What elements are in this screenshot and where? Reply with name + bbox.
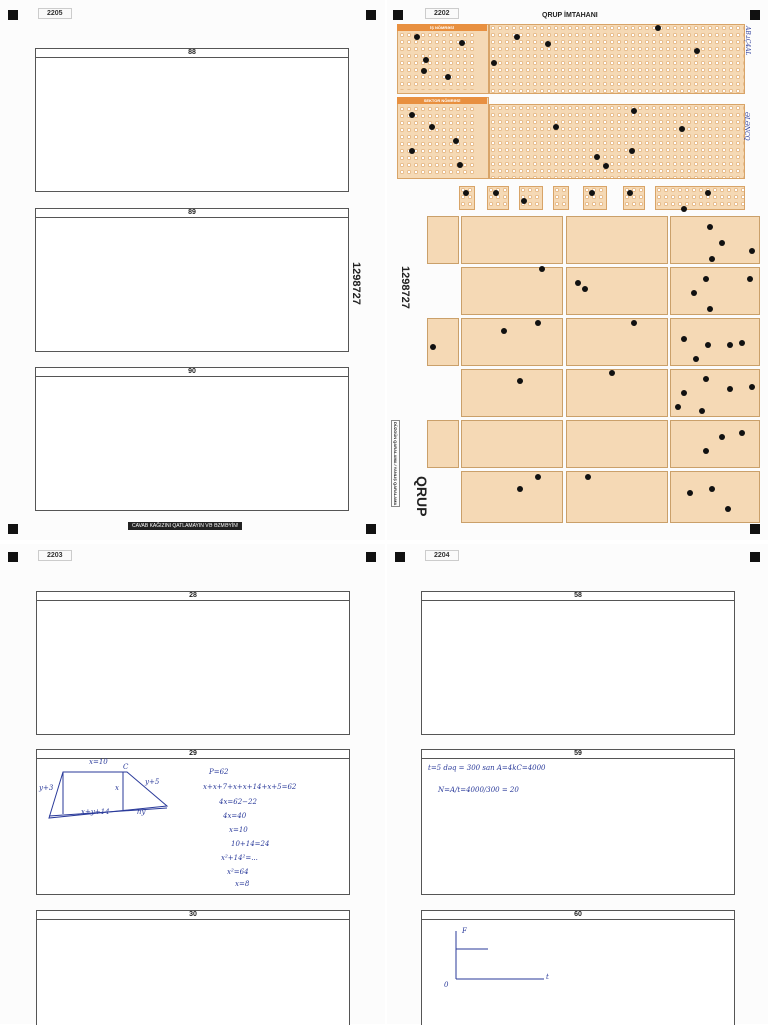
hw-line: P=62 — [209, 768, 229, 776]
answer-block-left-1[interactable] — [427, 216, 459, 264]
filled-bubble — [409, 112, 415, 118]
corner-marker — [8, 10, 18, 20]
filled-bubble — [709, 256, 715, 262]
filled-bubble — [421, 68, 427, 74]
filled-bubble — [707, 224, 713, 230]
answer-box-58[interactable] — [421, 591, 735, 735]
answer-block-numbered[interactable] — [670, 216, 760, 264]
corner-marker — [393, 10, 403, 20]
answer-box-59[interactable] — [421, 749, 735, 895]
filled-bubble — [631, 320, 637, 326]
filled-bubble — [409, 148, 415, 154]
box-number: 88 — [36, 49, 348, 58]
filled-bubble — [719, 434, 725, 440]
filled-bubble — [749, 248, 755, 254]
filled-bubble — [575, 280, 581, 286]
filled-bubble — [705, 190, 711, 196]
answer-box-30[interactable] — [36, 910, 350, 1025]
barcode-number: 1298727 — [350, 262, 362, 305]
filled-bubble — [749, 384, 755, 390]
answer-block[interactable] — [461, 369, 563, 417]
hw-line: x²+14²=... — [221, 854, 258, 862]
hw-axis-origin: 0 — [444, 981, 449, 989]
hw-line: x²=64 — [227, 868, 249, 876]
trapezoid-sketch — [41, 760, 181, 830]
answer-block-numbered[interactable] — [670, 420, 760, 468]
answer-box-88[interactable] — [35, 48, 349, 192]
corner-marker — [366, 552, 376, 562]
hw-label-x: x — [115, 784, 119, 792]
group-label: QRUP — [414, 476, 430, 517]
filled-bubble — [445, 74, 451, 80]
filled-bubble — [675, 404, 681, 410]
surname-bubble-grid[interactable] — [489, 104, 745, 179]
answer-sheet-2204 — [387, 544, 768, 1024]
answer-block-numbered[interactable] — [670, 318, 760, 366]
corner-marker — [366, 10, 376, 20]
corner-marker — [366, 524, 376, 534]
corner-marker — [8, 524, 18, 534]
box-number: 29 — [37, 750, 349, 759]
answer-sheet-2205 — [0, 0, 385, 540]
filled-bubble — [491, 60, 497, 66]
answer-box-90[interactable] — [35, 367, 349, 511]
id-number-label: İŞ NÖMRƏSİ — [397, 24, 487, 31]
filled-bubble — [699, 408, 705, 414]
filled-bubble — [553, 124, 559, 130]
hw-line: 10+14=24 — [231, 840, 270, 848]
filled-bubble — [707, 306, 713, 312]
filled-bubble — [609, 370, 615, 376]
name-bubble-grid[interactable] — [489, 24, 745, 94]
filled-bubble — [681, 206, 687, 212]
box-number: 28 — [37, 592, 349, 601]
filled-bubble — [709, 486, 715, 492]
answer-block[interactable] — [461, 318, 563, 366]
hw-line: x+x+7+x+x+14+x+5=62 — [203, 783, 297, 791]
answer-block[interactable] — [566, 369, 668, 417]
filled-bubble — [693, 356, 699, 362]
force-time-graph — [448, 927, 548, 987]
filled-bubble — [423, 57, 429, 63]
filled-bubble — [414, 34, 420, 40]
filled-bubble — [545, 41, 551, 47]
filled-bubble — [739, 430, 745, 436]
filled-bubble — [514, 34, 520, 40]
answer-sheet-2203 — [0, 544, 385, 1024]
box-number: 30 — [37, 911, 349, 920]
sheet-code: 2204 — [425, 550, 459, 561]
filled-bubble — [679, 126, 685, 132]
hw-line: 4x=40 — [223, 812, 247, 820]
hw-axis-t: t — [546, 973, 549, 981]
corner-marker — [8, 552, 18, 562]
option-box[interactable] — [583, 186, 607, 210]
filled-bubble — [463, 190, 469, 196]
hw-line: t=5 dəq = 300 san A=4kC=4000 — [428, 764, 546, 772]
option-box[interactable] — [553, 186, 569, 210]
filled-bubble — [705, 342, 711, 348]
box-number: 60 — [422, 911, 734, 920]
sector-number-label: SEKTOR NÖMRƏSİ — [397, 97, 487, 104]
filled-bubble — [703, 376, 709, 382]
filled-bubble — [539, 266, 545, 272]
filled-bubble — [501, 328, 507, 334]
answer-block-left-3[interactable] — [427, 420, 459, 468]
filled-bubble — [703, 448, 709, 454]
hw-label-bottom: x+y+14 — [81, 808, 110, 816]
filled-bubble — [703, 276, 709, 282]
corner-marker — [395, 552, 405, 562]
filled-bubble — [585, 474, 591, 480]
filled-bubble — [629, 148, 635, 154]
filled-bubble — [459, 40, 465, 46]
filled-bubble — [457, 162, 463, 168]
sheet-code: 2202 — [425, 8, 459, 19]
answer-block[interactable] — [461, 216, 563, 264]
filled-bubble — [535, 320, 541, 326]
box-number: 59 — [422, 750, 734, 759]
option-box[interactable] — [655, 186, 745, 210]
answer-block[interactable] — [566, 318, 668, 366]
marking-instruction: DÜZGÜN QARALAMA / YANLIŞ QARALAMA — [393, 422, 398, 506]
answer-box-28[interactable] — [36, 591, 350, 735]
filled-bubble — [727, 386, 733, 392]
handwritten-name: AB⟂Ç4AL — [744, 26, 751, 56]
answer-box-60[interactable] — [421, 910, 735, 1025]
answer-block[interactable] — [566, 471, 668, 523]
answer-box-29[interactable] — [36, 749, 350, 895]
filled-bubble — [747, 276, 753, 282]
filled-bubble — [719, 240, 725, 246]
sheet-code: 2205 — [38, 8, 72, 19]
filled-bubble — [493, 190, 499, 196]
hw-line: x=10 — [229, 826, 248, 834]
hw-axis-f: F — [462, 927, 467, 935]
filled-bubble — [631, 108, 637, 114]
box-number: 90 — [36, 368, 348, 377]
filled-bubble — [453, 138, 459, 144]
box-number: 89 — [36, 209, 348, 218]
answer-sheet-2202 — [387, 0, 768, 540]
answer-block[interactable] — [566, 216, 668, 264]
filled-bubble — [429, 124, 435, 130]
filled-bubble — [517, 378, 523, 384]
answer-block[interactable] — [461, 420, 563, 468]
handwritten-surname: ƏLƏNCQ — [743, 112, 750, 141]
hw-line: N=A/t=4000/300 = 20 — [438, 786, 519, 794]
barcode-number: 1298727 — [399, 266, 411, 309]
filled-bubble — [430, 344, 436, 350]
hw-label-top: x=10 — [89, 758, 108, 766]
filled-bubble — [521, 198, 527, 204]
corner-marker — [750, 10, 760, 20]
filled-bubble — [603, 163, 609, 169]
filled-bubble — [681, 336, 687, 342]
answer-block[interactable] — [461, 267, 563, 315]
filled-bubble — [725, 506, 731, 512]
answer-block-left-2[interactable] — [427, 318, 459, 366]
filled-bubble — [517, 486, 523, 492]
answer-box-89[interactable] — [35, 208, 349, 352]
answer-block[interactable] — [461, 471, 563, 523]
hw-line: x=8 — [235, 880, 250, 888]
filled-bubble — [627, 190, 633, 196]
hw-label-left: y+3 — [39, 784, 54, 792]
option-box[interactable] — [623, 186, 645, 210]
hw-label-c: C — [123, 763, 129, 771]
filled-bubble — [681, 390, 687, 396]
filled-bubble — [694, 48, 700, 54]
filled-bubble — [535, 474, 541, 480]
exam-title: QRUP İMTAHANI — [542, 12, 598, 19]
filled-bubble — [727, 342, 733, 348]
option-box[interactable] — [487, 186, 509, 210]
answer-block[interactable] — [566, 267, 668, 315]
hw-line: 4x=62−22 — [219, 798, 257, 806]
filled-bubble — [691, 290, 697, 296]
answer-block-numbered[interactable] — [670, 471, 760, 523]
answer-block-numbered[interactable] — [670, 267, 760, 315]
filled-bubble — [589, 190, 595, 196]
corner-marker — [750, 552, 760, 562]
filled-bubble — [582, 286, 588, 292]
hw-label-right: y+5 — [145, 778, 160, 786]
no-fold-warning: CAVAB KAĞIZINI QATLAMAYIN VƏ ƏZMƏYİN! — [128, 522, 242, 530]
filled-bubble — [687, 490, 693, 496]
filled-bubble — [655, 25, 661, 31]
filled-bubble — [594, 154, 600, 160]
answer-block[interactable] — [566, 420, 668, 468]
hw-label-bottom-right: hy — [137, 808, 146, 816]
box-number: 58 — [422, 592, 734, 601]
corner-marker — [750, 524, 760, 534]
filled-bubble — [739, 340, 745, 346]
sheet-code: 2203 — [38, 550, 72, 561]
